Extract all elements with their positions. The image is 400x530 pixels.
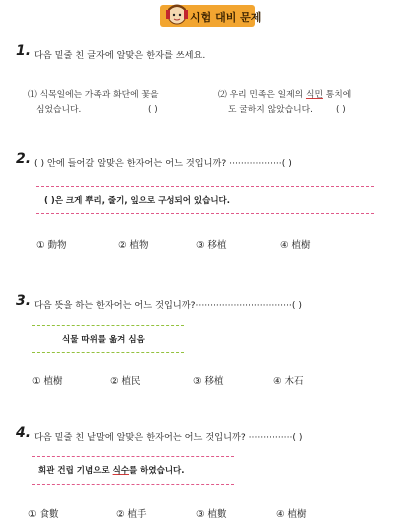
- q3-box-text: 식물 따위를 옮겨 심음: [62, 335, 145, 345]
- mascot-icon: [163, 2, 191, 28]
- q2-option-1[interactable]: ① 動物: [36, 240, 67, 251]
- q3-option-4[interactable]: ④ 木石: [273, 376, 304, 387]
- question-3-text: 다음 뜻을 하는 한자어는 어느 것입니까?·································( ): [34, 300, 302, 311]
- q3-option-1[interactable]: ① 植樹: [32, 376, 63, 387]
- q4-option-1[interactable]: ① 食數: [28, 509, 59, 520]
- q1-sub2-line1: [218, 88, 351, 103]
- page-title: 시험 대비 문제: [190, 11, 262, 24]
- question-1-text: 다음 밑줄 친 글자에 알맞은 한자를 쓰세요.: [34, 50, 206, 61]
- question-2-number: 2.: [16, 151, 32, 167]
- q1-sub1-line1: ⑴ 식목일에는 가족과 화단에 꽃을: [28, 90, 159, 100]
- q1-sub1-answer-blank[interactable]: ( ): [148, 105, 158, 115]
- q2-option-4[interactable]: ④ 植樹: [280, 240, 311, 251]
- q2-option-2[interactable]: ② 植物: [118, 240, 149, 251]
- q2-option-3[interactable]: ③ 移植: [196, 240, 227, 251]
- question-4-text: 다음 밑줄 친 낱말에 알맞은 한자어는 어느 것입니까? ···············( ): [34, 432, 303, 443]
- q1-sub1-line2: 심었습니다.: [36, 105, 82, 115]
- q1-sub2-text-pre: ⑵ 우리 민족은 일제의: [218, 90, 306, 100]
- q4-option-3[interactable]: ③ 植數: [196, 509, 227, 520]
- q2-box-bottom-line: [36, 213, 374, 214]
- q1-sub2-underlined-word: 식민: [305, 90, 323, 100]
- q1-sub2-answer-blank[interactable]: ( ): [336, 105, 346, 115]
- q4-option-2[interactable]: ② 植手: [116, 509, 147, 520]
- q4-box-text-post: 를 하였습니다.: [129, 466, 185, 476]
- q4-box-underlined-word: 식수: [112, 466, 130, 476]
- q3-option-3[interactable]: ③ 移植: [193, 376, 224, 387]
- question-2-text: ( ) 안에 들어갈 알맞은 한자어는 어느 것입니까? ··················( ): [34, 158, 292, 169]
- q2-box-top-line: [36, 186, 374, 187]
- q4-box-top-line: [32, 456, 234, 457]
- q4-box-text: [38, 464, 184, 476]
- q4-box-text-pre: 회관 건립 기념으로: [38, 466, 113, 476]
- q2-box-text: ( )은 크게 뿌리, 줄기, 잎으로 구성되어 있습니다.: [44, 196, 230, 206]
- question-1-number: 1.: [16, 43, 32, 59]
- q3-box-bottom-line: [32, 352, 184, 353]
- q3-box-top-line: [32, 325, 184, 326]
- question-3-number: 3.: [16, 293, 32, 309]
- q4-option-4[interactable]: ④ 植樹: [276, 509, 307, 520]
- q4-box-bottom-line: [32, 484, 234, 485]
- q3-option-2[interactable]: ② 植民: [110, 376, 141, 387]
- question-4-number: 4.: [16, 425, 32, 441]
- q1-sub2-line2: 도 굴하지 않았습니다.: [228, 105, 313, 115]
- q1-sub2-text-post: 통치에: [322, 90, 352, 100]
